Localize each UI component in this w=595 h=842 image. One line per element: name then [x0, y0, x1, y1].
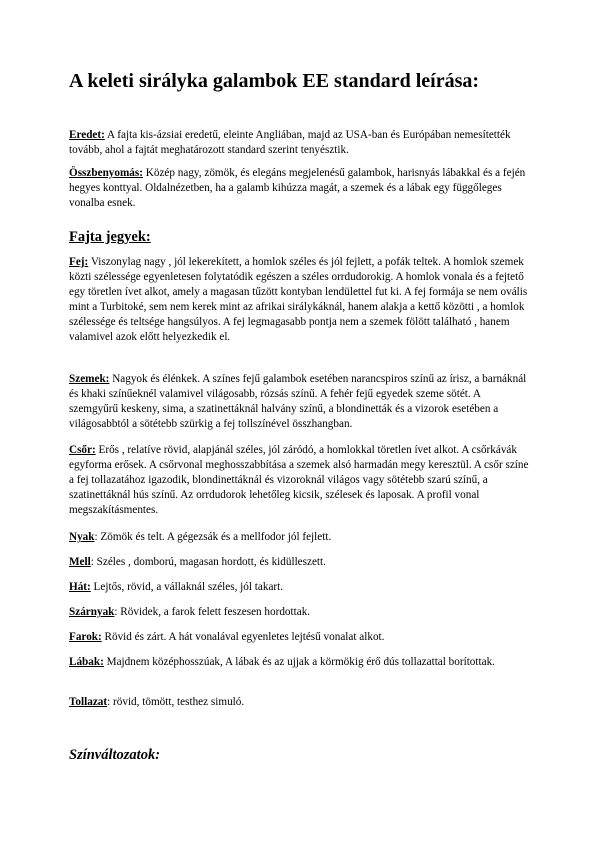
term-csor: Csőr:: [69, 444, 96, 456]
paragraph-szemek: [69, 372, 529, 432]
term-farok: Farok:: [69, 631, 102, 643]
text-hat: Lejtős, rövid, a vállaknál széles, jól takart.: [90, 581, 284, 593]
paragraph-mell: [69, 555, 529, 570]
paragraph-osszbenyomas: [69, 166, 529, 211]
document-title: A keleti sirályka galambok EE standard leírása:: [69, 70, 480, 92]
term-fej: Fej:: [69, 256, 89, 268]
paragraph-nyak: [69, 530, 529, 545]
section-heading-szinvaltozatok: Színváltozatok:: [69, 747, 161, 763]
paragraph-farok: [69, 630, 529, 645]
text-eredet: A fajta kis-ázsiai eredetű, eleinte Angliában, majd az USA-ban és Európában nemesítették tovább, ahol a fajtát meghatározott standard szerint tenyésztik.: [69, 129, 511, 156]
text-nyak: : Zömök és telt. A gégezsák és a mellfodor jól fejlett.: [94, 531, 332, 543]
text-osszbenyomas: Közép nagy, zömök, és elegáns megjelenésű galambok, harisnyás lábakkal és a fején hegyes konttyal. Oldalnézetben, ha a galamb kihúzza magát, a szemek és a lábak egy függőleges vonalba esnek.: [69, 167, 526, 209]
text-szarnyak: : Rövidek, a farok felett feszesen hordottak.: [114, 606, 311, 618]
term-hat: Hát:: [69, 581, 91, 593]
term-szarnyak: Szárnyak: [69, 606, 115, 618]
paragraph-tollazat: [69, 695, 529, 710]
paragraph-labak: [69, 655, 529, 670]
term-nyak: Nyak: [69, 531, 95, 543]
paragraph-szarnyak: [69, 605, 529, 620]
paragraph-csor: [69, 443, 529, 518]
term-eredet: Eredet:: [69, 129, 105, 141]
text-szemek: Nagyok és élénkek. A színes fejű galambok esetében narancspiros színű az írisz, a barnáknál és khaki színűeknél valamivel világosabb, rózsás színű. A fehér fejű egyedek szeme sötét. A szemgyűrű keskeny, sima, a szatinettáknál halvány színű, a blondinetták és a vizorok esetében a világosabbtól a sötétebb szürkig a fej tollszínével összhangban.: [69, 373, 527, 430]
text-mell: : Széles , domború, magasan hordott, és kidülleszett.: [90, 556, 326, 568]
section-heading-fajta-jegyek: Fajta jegyek:: [69, 229, 151, 245]
paragraph-hat: [69, 580, 529, 595]
term-mell: Mell: [69, 556, 91, 568]
paragraph-fej: [69, 255, 529, 345]
text-fej: Viszonylag nagy , jól lekerekített, a homlok széles és jól fejlett, a pofák teltek. A homlok szemek közti szélessége egyenletesen folytatódik egészen a széles orrdudorokig. A homlok vonala és a fejtető egy töretlen ívet alkot, amely a magasan tűzött kontyban lendülettel fut ki. A fej formája se nem ovális mint a Turbitoké, sem nem kerek mint az afrikai sirálykáknál, hanem alakja a kettő közötti , a homlok szélessége és teltsége hangsúlyos. A fej legmagasabb pontja nem a szemek fölött található , hanem valamivel azok előtt helyezkedik el.: [69, 256, 528, 343]
text-csor: Erős , relatíve rövid, alapjánál széles, jól záródó, a homlokkal töretlen ívet alkot. A csőrkávák egyforma erősek. A csőrvonal meghosszabbítása a szemek alsó harmadán megy keresztül. A csőr színe a fej tollazatához igazodik, blondinettáknál és vizoroknál világos vagy sötétebb szarú színű, a szatinettáknál hús színű. Az orrdudorok lehetőleg kicsik, szélesek és laposak. A profil vonal megszakításmentes.: [69, 444, 529, 516]
text-labak: Majdnem középhosszúak, A lábak és az ujjak a körmökig érő dús tollazattal borítottak.: [103, 656, 495, 668]
term-szemek: Szemek:: [69, 373, 110, 385]
term-labak: Lábak:: [69, 656, 104, 668]
term-osszbenyomas: Összbenyomás:: [69, 167, 143, 179]
term-tollazat: Tollazat: [69, 696, 108, 708]
paragraph-eredet: [69, 128, 529, 158]
text-farok: Rövid és zárt. A hát vonalával egyenletes lejtésű vonalat alkot.: [101, 631, 385, 643]
text-tollazat: : rövid, tömött, testhez simuló.: [107, 696, 245, 708]
